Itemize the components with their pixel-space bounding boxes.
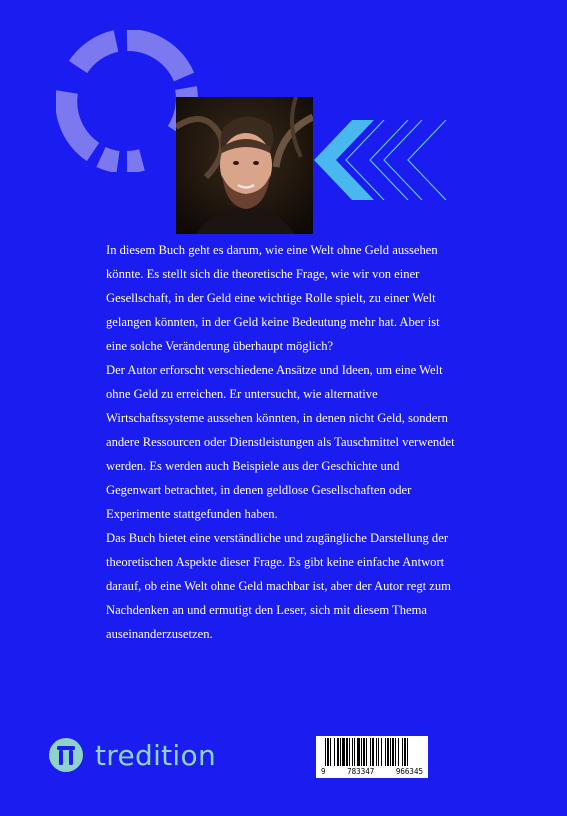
barcode-bar [363,738,365,766]
tredition-logo-icon [48,737,84,773]
barcode-bar [366,738,367,766]
barcode-bar [325,738,326,766]
barcode-bar [392,738,394,766]
barcode-bar [334,738,335,766]
decorative-chevrons-icon [312,120,448,200]
barcode-bar [352,738,353,766]
barcode-bar [387,738,389,766]
barcode-bar [357,738,360,766]
barcode-bar [404,738,406,766]
blurb-paragraph-3: Das Buch bietet eine verständliche und zugängliche Darstellung der theoretischen Aspekte dieser Frage. Es gibt keine einfache Antwort darauf, ob eine Welt ohne Geld machbar ist, aber der Autor regt zum Nachdenken an und ermutigt den Leser, sich mit diesem Thema auseinanderzusetzen. [106,531,451,641]
barcode-bar [337,738,339,766]
barcode-bar [390,738,391,766]
barcode-bar [376,738,377,766]
barcode-bar [361,738,362,766]
barcode-digit-group-2: 966345 [395,767,423,776]
isbn-barcode [316,736,428,778]
barcode-digits [321,767,423,776]
barcode-bars [321,738,423,766]
barcode-bar [330,738,331,766]
barcode-bar [354,738,355,766]
barcode-bar [385,738,386,766]
author-photo [176,97,313,234]
blurb-paragraph-2: Der Autor erforscht verschiedene Ansätze und Ideen, um eine Welt ohne Geld zu erreichen. Er untersucht, wie alternative Wirtschaftssysteme aussehen könnten, in denen nicht Geld, sondern andere Ressourcen oder Dienstleistungen als Tauschmittel verwendet werden. Es werden auch Beispiele aus der Geschichte und Gegenwart betrachtet, in denen geldlose Gesellschaften oder Experimente stattgefunden haben. [106,363,455,521]
barcode-bar [327,738,329,766]
barcode-digit-first: 9 [321,767,326,776]
author-portrait-icon [176,97,313,234]
publisher-logo [48,735,216,775]
barcode-bar [372,738,374,766]
barcode-bar [398,738,399,766]
barcode-bar [346,738,348,766]
back-cover-blurb [106,238,456,646]
publisher-name: tredition [95,738,216,772]
barcode-bar [370,738,371,766]
barcode-bar [381,738,382,766]
barcode-bar [395,738,396,766]
barcode-bar [342,738,345,766]
barcode-bar [402,738,403,766]
barcode-digit-group-1: 783347 [347,767,375,776]
barcode-bar [407,738,408,766]
barcode-bar [349,738,350,766]
blurb-paragraph-1: In diesem Buch geht es darum, wie eine Welt ohne Geld aussehen könnte. Es stellt sich die theoretische Frage, wie wir von einer Gesellschaft, in der Geld eine wichtige Rolle spielt, zu einer Welt gelangen könnten, in der Geld keine Bedeutung mehr hat. Aber ist eine solche Veränderung überhaupt möglich? [106,243,440,353]
barcode-bar [378,738,379,766]
barcode-bar [340,738,341,766]
